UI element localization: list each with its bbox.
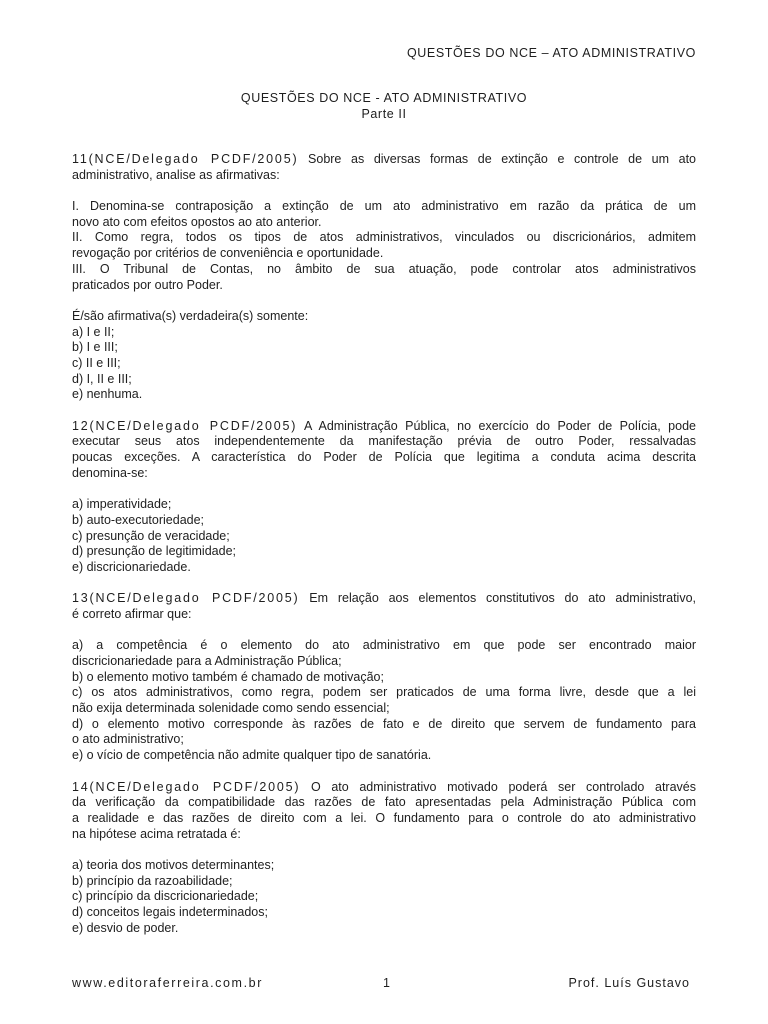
answer-option: d) I, II e III; xyxy=(72,371,132,386)
question-stem-text: Sobre as diversas formas de extinção e controle de um ato xyxy=(308,152,696,166)
answer-option: d) presunção de legitimidade; xyxy=(72,544,236,559)
answer-option: a) a competência é o elemento do ato administrativo em que pode ser encontrado maior xyxy=(72,638,696,653)
answer-option: c) os atos administrativos, como regra, podem ser praticados de uma forma livre, desde que a lei xyxy=(72,685,696,700)
question-stem-line: é correto afirmar que: xyxy=(72,606,192,621)
statement-line: praticados por outro Poder. xyxy=(72,277,223,292)
answer-option: c) presunção de veracidade; xyxy=(72,528,230,543)
answer-option: b) o elemento motivo também é chamado de motivação; xyxy=(72,669,384,684)
question-reference: 14(NCE/Delegado PCDF/2005) xyxy=(72,779,301,794)
answer-option: b) auto-executoriedade; xyxy=(72,512,205,527)
title-line: QUESTÕES DO NCE - ATO ADMINISTRATIVO xyxy=(240,91,528,105)
question-prompt: É/são afirmativa(s) verdadeira(s) somente: xyxy=(72,308,309,323)
answer-option: a) imperatividade; xyxy=(72,497,172,512)
statement-line: III. O Tribunal de Contas, no âmbito de sua atuação, pode controlar atos administrativos xyxy=(72,261,696,276)
question-stem-line: denomina-se: xyxy=(72,465,148,480)
answer-option: e) discricionariedade. xyxy=(72,559,191,574)
question-stem-line: da verificação da compatibilidade das razões de fato apresentadas pela Administração Pública com xyxy=(72,795,696,810)
answer-option: d) o elemento motivo corresponde às razões de fato e de direito que servem de fundamento para xyxy=(72,716,696,731)
answer-option: b) I e III; xyxy=(72,340,118,355)
statement-line: II. Como regra, todos os tipos de atos administrativos, vinculados ou discricionários, admitem xyxy=(72,230,696,245)
page-number: 1 xyxy=(383,976,390,990)
document-body xyxy=(72,152,696,936)
answer-option: e) o vício de competência não admite qualquer tipo de sanatória. xyxy=(72,748,432,763)
question-12 xyxy=(72,419,696,576)
answer-option: c) princípio da discricionariedade; xyxy=(72,889,259,904)
answer-option-continuation: não exija determinada solenidade como sendo essencial; xyxy=(72,701,390,716)
question-14 xyxy=(72,780,696,937)
question-stem-text: O ato administrativo motivado poderá ser controlado através xyxy=(311,779,696,794)
statement-line: novo ato com efeitos opostos ao ato anterior. xyxy=(72,214,322,229)
question-11 xyxy=(72,152,696,403)
answer-option: b) princípio da razoabilidade; xyxy=(72,873,233,888)
question-first-line xyxy=(72,780,696,796)
question-first-line xyxy=(72,152,696,168)
answer-option: e) desvio de poder. xyxy=(72,920,179,935)
question-stem-line: a realidade e das razões de direito com a lei. O fundamento para o controle do ato administrativo xyxy=(72,810,696,825)
question-stem-text: Em relação aos elementos constitutivos do ato administrativo, xyxy=(309,591,696,606)
answer-option: e) nenhuma. xyxy=(72,387,143,402)
answer-option-continuation: discricionariedade para a Administração Pública; xyxy=(72,654,342,668)
question-reference: 13(NCE/Delegado PCDF/2005) xyxy=(72,591,300,606)
subtitle-part: Parte II xyxy=(361,107,407,121)
question-stem-line: poucas exceções. A característica do Poder de Polícia que legitima a conduta acima descrita xyxy=(72,450,696,465)
question-first-line xyxy=(72,419,696,435)
running-header: QUESTÕES DO NCE – ATO ADMINISTRATIVO xyxy=(406,46,696,60)
question-stem-line: administrativo, analise as afirmativas: xyxy=(72,167,280,182)
footer-author: Prof. Luís Gustavo xyxy=(568,976,690,990)
question-first-line xyxy=(72,591,696,607)
answer-option: c) II e III; xyxy=(72,355,121,370)
question-reference: 11(NCE/Delegado PCDF/2005) xyxy=(72,152,299,166)
answer-option: a) teoria dos motivos determinantes; xyxy=(72,857,275,872)
page-footer xyxy=(72,975,696,991)
answer-option: a) I e II; xyxy=(72,324,115,339)
question-reference: 12(NCE/Delegado PCDF/2005) xyxy=(72,418,298,433)
statement-line: revogação por critérios de conveniência e oportunidade. xyxy=(72,246,384,261)
footer-website: www.editoraferreira.com.br xyxy=(72,976,263,990)
document-title xyxy=(72,90,696,122)
question-stem-line: executar seus atos independentemente da manifestação prévia de outro Poder, ressalvadas xyxy=(72,434,696,449)
statement-line: I. Denomina-se contraposição a extinção de um ato administrativo em razão da prática de um xyxy=(72,199,696,214)
question-stem-text: A Administração Pública, no exercício do Poder de Polícia, pode xyxy=(304,418,696,433)
answer-option: d) conceitos legais indeterminados; xyxy=(72,905,268,919)
question-13 xyxy=(72,591,696,764)
answer-option-continuation: o ato administrativo; xyxy=(72,732,184,747)
question-stem-line: na hipótese acima retratada é: xyxy=(72,826,241,841)
